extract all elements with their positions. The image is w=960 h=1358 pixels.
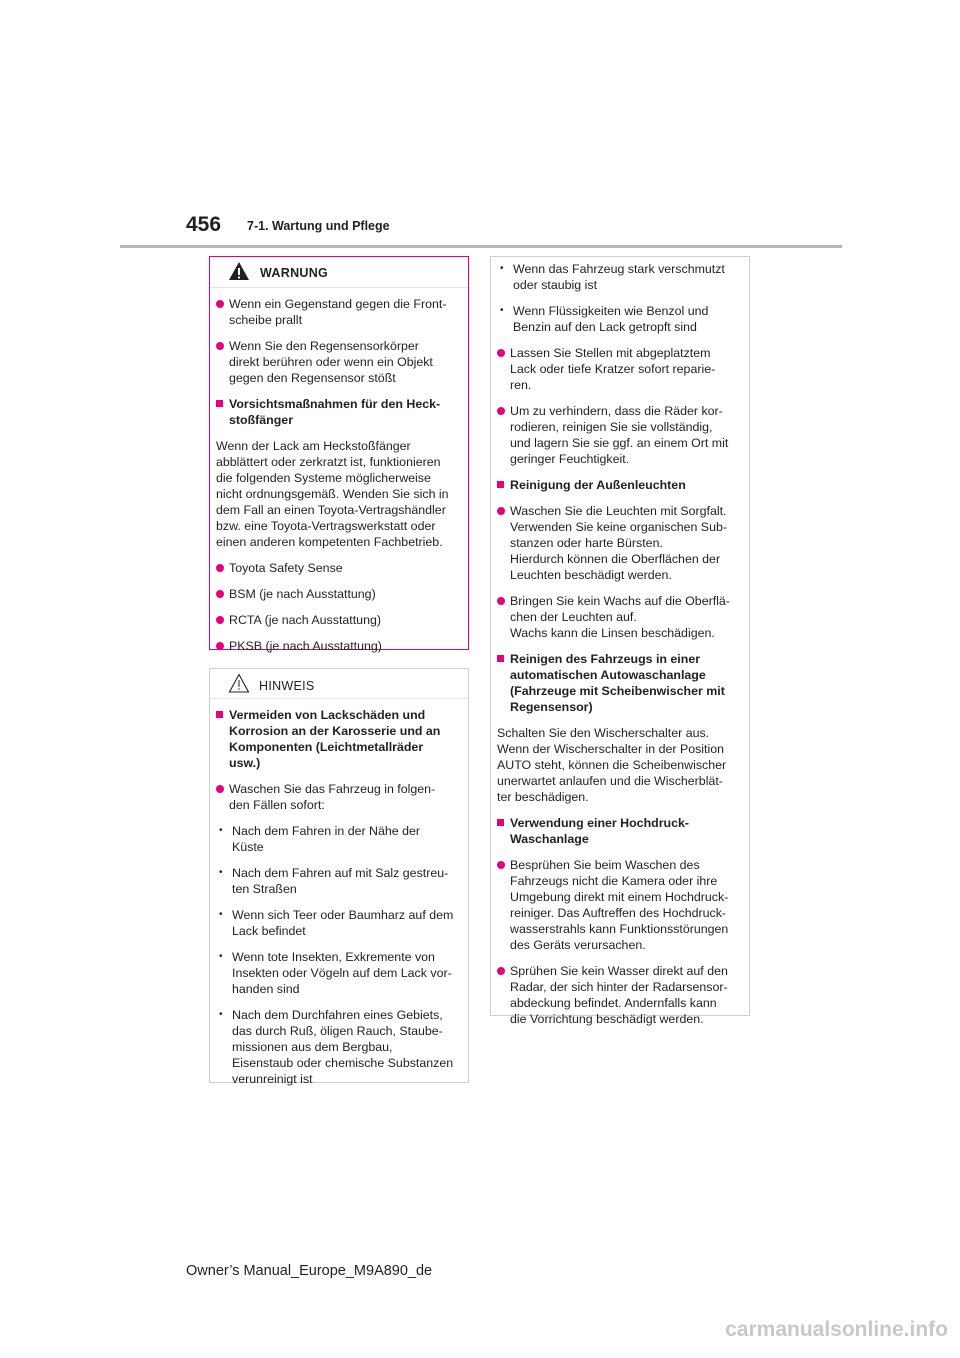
item-text: • Nach dem Durchfahren eines Gebiets, das durch Ruß, öligen Rauch, Staube- missionen aus dem Bergbau, Eisenstaub oder chemische Substanzen verunreinigt ist [232, 1008, 454, 1086]
footer-manual-id: Owner’s Manual_Europe_M9A890_de [186, 1263, 433, 1279]
list-item [216, 781, 458, 813]
list-item [497, 503, 739, 583]
list-item [216, 949, 458, 997]
item-text: Vermeiden von Lackschäden und Korrosion an der Karosserie und an Komponenten (Leichtmetallräder usw.) [229, 708, 441, 770]
list-item [216, 586, 458, 602]
list-item [497, 261, 739, 293]
item-text: • Wenn tote Insekten, Exkremente von Insekten oder Vögeln auf dem Lack vor- handen sind [232, 950, 452, 996]
item-text: Toyota Safety Sense [229, 561, 343, 575]
item-text: Bringen Sie kein Wachs auf die Oberflä- chen der Leuchten auf. Wachs kann die Linsen beschädigen. [510, 594, 730, 640]
item-text: Wenn der Lack am Heckstoßfänger abblättert oder zerkratzt ist, funktionieren die folgenden Systeme möglicherweise nicht ordnungsgemäß. Wenden Sie sich in dem Fall an einen Toyota-Vertragshändler bzw. eine Toyota-Vertragswerkstatt oder einen anderen kompetenten Fachbetrieb. [216, 439, 449, 549]
subheading [497, 477, 739, 493]
item-text: Vorsichtsmaßnahmen für den Heck- stoßfänger [229, 397, 441, 427]
list-item [216, 296, 458, 328]
page-number: 456 [186, 213, 222, 236]
item-text: Wenn ein Gegenstand gegen die Front- scheibe prallt [229, 297, 447, 327]
item-text: • Nach dem Fahren in der Nähe der Küste [232, 824, 421, 854]
section-title: 7-1. Wartung und Pflege [247, 219, 390, 233]
item-text: Lassen Sie Stellen mit abgeplatztem Lack oder tiefe Kratzer sofort reparie- ren. [510, 346, 716, 392]
list-item [216, 823, 458, 855]
list-item [216, 612, 458, 628]
item-text: Waschen Sie das Fahrzeug in folgen- den Fällen sofort: [229, 782, 436, 812]
continued-content [491, 257, 749, 1027]
note-header [210, 669, 468, 699]
item-text: Wenn Sie den Regensensorkörper direkt berühren oder wenn ein Objekt gegen den Regensensor stößt [229, 339, 433, 385]
subheading [497, 651, 739, 715]
list-item [497, 963, 739, 1027]
warning-content [210, 288, 468, 654]
continued-box [490, 256, 750, 1026]
list-item [497, 345, 739, 393]
list-item [497, 593, 739, 641]
warning-triangle-icon [228, 261, 250, 281]
paragraph [216, 438, 458, 550]
list-item [216, 638, 458, 654]
item-text: • Nach dem Fahren auf mit Salz gestreu- ten Straßen [232, 866, 449, 896]
note-title: HINWEIS [259, 679, 315, 693]
item-text: PKSB (je nach Ausstattung) [229, 639, 382, 653]
list-item [216, 907, 458, 939]
watermark: carmanualsonline.info [725, 1318, 948, 1341]
item-text: • Wenn Flüssigkeiten wie Benzol und Benzin auf den Lack getropft sind [513, 304, 709, 334]
item-text: Reinigen des Fahrzeugs in einer automatischen Autowaschanlage (Fahrzeuge mit Scheibenwischer mit Regensensor) [510, 652, 725, 714]
item-text: • Wenn sich Teer oder Baumharz auf dem Lack befindet [232, 908, 454, 938]
list-item [216, 560, 458, 576]
item-text: Besprühen Sie beim Waschen des Fahrzeugs nicht die Kamera oder ihre Umgebung direkt mit einem Hochdruck- reiniger. Das Auftreffen des Hochdruck- wasserstrahls kann Funktionsstörungen des Geräts verursachen. [510, 858, 729, 952]
item-text: Sprühen Sie kein Wasser direkt auf den Radar, der sich hinter der Radarsensor- abdeckung befindet. Andernfalls kann die Vorrichtung beschädigt werden. [510, 964, 728, 1026]
item-text: RCTA (je nach Ausstattung) [229, 613, 381, 627]
caution-triangle-icon [228, 673, 250, 693]
note-content [210, 699, 468, 1087]
note-box [209, 668, 469, 1086]
header-divider [120, 245, 842, 248]
subheading [216, 396, 458, 428]
item-text: Um zu verhindern, dass die Räder kor- rodieren, reinigen Sie sie vollständig, und lagern Sie sie ggf. an einem Ort mit geringer Feuchtigkeit. [510, 404, 729, 466]
list-item [216, 865, 458, 897]
list-item [216, 1007, 458, 1087]
warning-header [210, 257, 468, 288]
item-text: BSM (je nach Ausstattung) [229, 587, 376, 601]
list-item [497, 857, 739, 953]
warning-title: WARNUNG [260, 266, 329, 280]
item-text: Verwendung einer Hochdruck- Waschanlage [510, 816, 690, 846]
item-text: Schalten Sie den Wischerschalter aus. Wenn der Wischerschalter in der Position AUTO steht, können die Scheibenwischer unerwartet anlaufen und die Wischerblät- ter beschädigen. [497, 726, 727, 804]
warning-box [209, 256, 469, 653]
item-text: • Wenn das Fahrzeug stark verschmutzt oder staubig ist [513, 262, 725, 292]
list-item [497, 303, 739, 335]
list-item [497, 403, 739, 467]
subheading [216, 707, 458, 771]
subheading [497, 815, 739, 847]
list-item [216, 338, 458, 386]
paragraph [497, 725, 739, 805]
item-text: Waschen Sie die Leuchten mit Sorgfalt. Verwenden Sie keine organischen Sub- stanzen oder harte Bürsten. Hierdurch können die Oberflächen der Leuchten beschädigt werden. [510, 504, 727, 582]
item-text: Reinigung der Außenleuchten [510, 478, 686, 492]
